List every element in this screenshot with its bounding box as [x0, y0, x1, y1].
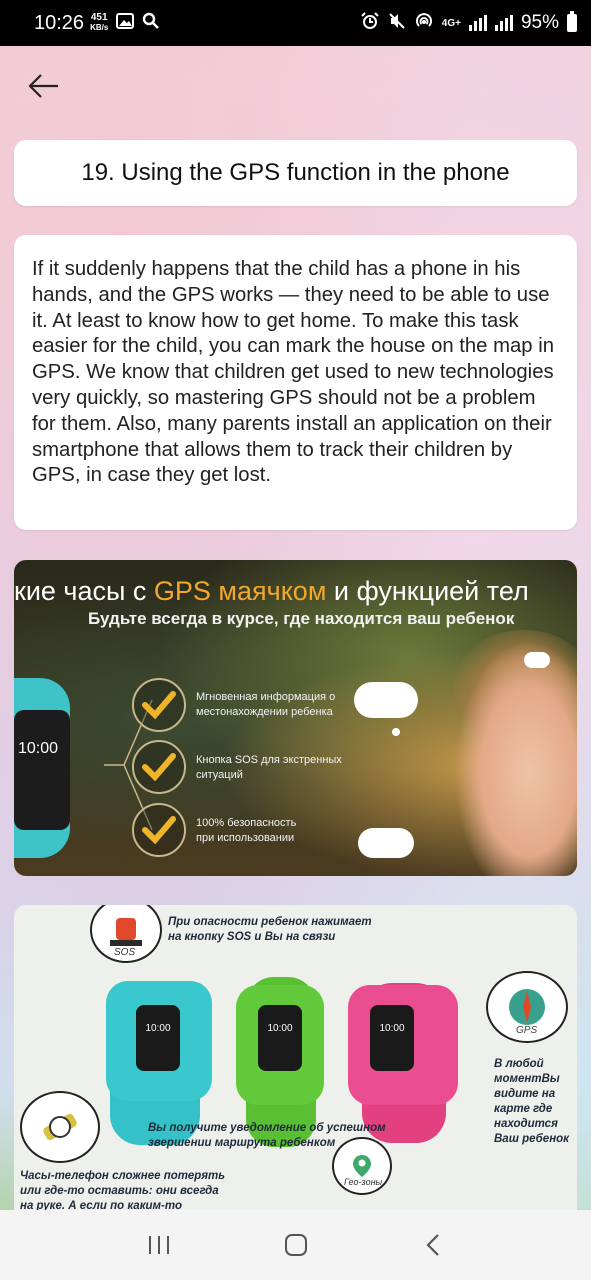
cloud-dot	[392, 728, 400, 736]
network-speed-unit: KB/s	[90, 23, 109, 32]
battery-percent: 95%	[520, 12, 559, 33]
banner-subheading: Будьте всегда в курсе, где находится ваш ребенок	[88, 609, 515, 628]
cyan-watch-face	[136, 1005, 180, 1071]
gallery-icon	[116, 13, 134, 34]
lost-text: Часы-телефон сложнее потерять или где-то оставить: они всегда на руке. А если по каким-то	[20, 1170, 226, 1210]
feature-text-2: Кнопка SOS для экстренных ситуаций	[196, 754, 342, 781]
back-icon	[424, 1232, 442, 1258]
gps-text: В любой моментВы видите на карте где находится Ваш ребенок	[494, 1058, 569, 1145]
back-button[interactable]	[26, 68, 62, 104]
green-watch-face	[258, 1005, 302, 1071]
cloud-icon	[354, 682, 418, 718]
network-speed	[90, 13, 108, 33]
watch-time: 10:00	[18, 740, 59, 757]
body-card	[14, 235, 577, 530]
gps-watch-banner-image	[14, 560, 577, 876]
cloud-icon	[358, 828, 414, 858]
alarm-icon	[360, 12, 380, 35]
cloud-icon	[524, 652, 550, 668]
mute-icon	[388, 12, 406, 35]
banner-heading-gps: GPS маячком	[153, 576, 327, 606]
arrow-left-icon	[26, 68, 62, 104]
page-title: 19. Using the GPS function in the phone	[81, 159, 510, 186]
home-icon	[283, 1232, 309, 1258]
body-text: If it suddenly happens that the child has a phone in his hands, and the GPS works — they need to be able to use it. At least to know how to get home. To make this task easier for the child, you can mark the house on the map in GPS. We know that children get used to new technologies very quickly, so mastering GPS should not be a problem for them. Also, many parents install an application on their smartphone that allows them to track their children by GPS, in case they get lost.	[32, 258, 554, 487]
watch-time: 10:00	[145, 1023, 171, 1034]
recents-icon	[147, 1234, 171, 1256]
watch-time: 10:00	[267, 1023, 293, 1034]
girl-face	[454, 640, 577, 876]
title-card	[14, 140, 577, 206]
check-icon	[132, 740, 186, 794]
recents-button[interactable]	[139, 1225, 179, 1265]
network-type: 4G+	[441, 17, 461, 29]
check-icon	[132, 678, 186, 732]
wrist-watch-icon	[20, 1091, 100, 1163]
feature-text-1: Мгновенная информация о местонахождении ребенка	[196, 691, 336, 718]
system-nav-bar	[0, 1210, 591, 1280]
watch-face	[14, 710, 70, 830]
hotspot-icon	[414, 12, 434, 35]
geo-label: Гео-зоны	[344, 1177, 383, 1187]
banner-heading	[14, 576, 577, 607]
gps-label: GPS	[516, 1025, 538, 1036]
signal-icon-2	[495, 15, 513, 31]
pink-watch-face	[370, 1005, 414, 1071]
check-icon	[132, 803, 186, 857]
home-button[interactable]	[276, 1225, 316, 1265]
status-bar	[0, 0, 591, 46]
signal-icon	[469, 15, 487, 31]
watch-time: 10:00	[379, 1023, 405, 1034]
route-text: Вы получите уведомление об успешном звершении маршрута ребенком	[148, 1122, 386, 1149]
sos-label: SOS	[114, 947, 136, 958]
gps-watch-features-image	[14, 905, 577, 1210]
network-speed-value: 451	[90, 12, 108, 23]
battery-icon	[567, 14, 577, 32]
feature-text-3: 100% безопасность при использовании	[196, 817, 297, 844]
banner-heading-pre: кие часы с	[14, 576, 154, 606]
status-time: 10:26	[34, 11, 85, 34]
search-icon	[142, 12, 160, 35]
back-nav-button[interactable]	[413, 1225, 453, 1265]
banner-heading-post: и функцией тел	[326, 576, 529, 606]
sos-text: При опасности ребенок нажимает на кнопку SOS и Вы на связи	[168, 916, 372, 943]
